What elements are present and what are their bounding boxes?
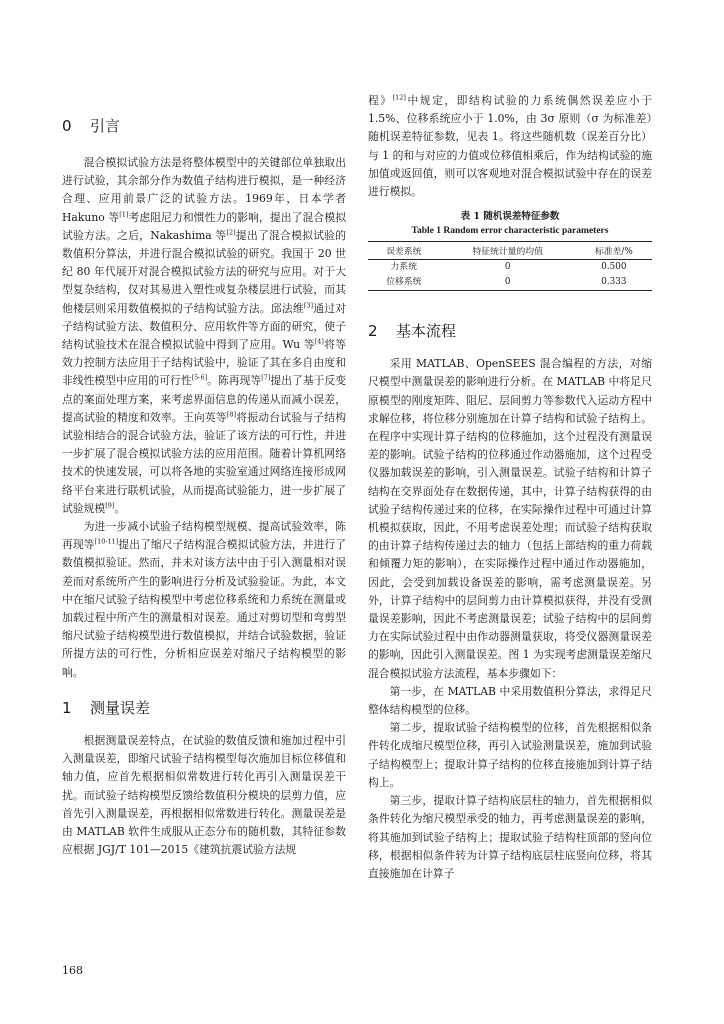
section-title: 引言 — [90, 117, 121, 135]
table-cell: 0.333 — [576, 275, 652, 291]
left-column — [62, 88, 346, 859]
workflow-paragraph: 采用 MATLAB、OpenSEES 混合编程的方法，对缩尺模型中测量误差的影响进行分析。在 MATLAB 中将足尺原模型的刚度矩阵、阻尼、层间剪力等参数代入运动方程中求解位移，将位移分别施加在计算子结构和试验子结构上。在程序中实现计算子结构的位移施加，这个过程没有测量误差的影响。试验子结构的位移通过作动器施加，这个过程受仪器加载误差的影响，引入测量误差。试验子结构和计算子结构在交界面处存在数据传递，其中，计算子结构获得的由试验子结构传递过来的位移，在实际操作过程中可通过计算机模拟获取，因此，不用考虑误差处理；而试验子结构获取的由计算子结构传递过去的轴力（包括上部结构的重力荷载和倾覆力矩的影响），在实际操作过程中通过作动器施加，因此，会受到加载设备误差的影响，需考虑测量误差。另外，计算子结构中的层间剪力由计算模拟获得，并没有受测量误差影响，因此不考虑测量误差；试验子结构中的层间剪力在实际试验过程中由作动器测量获取，将受仪器测量误差的影响，因此引入测量误差。图 1 为实现考虑测量误差缩尺混合模拟试验方法流程，基本步骤如下： — [368, 357, 652, 680]
right-column — [368, 92, 652, 883]
citation: [10-11] — [94, 537, 119, 546]
citation: [9] — [105, 501, 115, 510]
citation: [8] — [226, 410, 237, 419]
section-number: 0 — [62, 117, 72, 135]
measurement-error-paragraph-cont: 程》[12]中规定，即结构试验的力系统偶然误差应小于 1.5%、位移系统应小于 1.0%，由 3σ 原则（σ 为标准差）随机误差特征参数，见表 1。将这些随机数（误差百分比）与 1 的和与对应的力值或位移值相乘后，作为结构试验的施加值或返回值，则可以客观地对混合模拟试验中存在的误差进行模拟。 — [368, 93, 653, 199]
table-row — [368, 260, 652, 276]
table-cell: 位移系统 — [368, 275, 440, 291]
section-1-heading — [62, 698, 346, 718]
step-two-paragraph: 第二步，提取试验子结构模型的位移，首先根据相似条件转化成缩尺模型位移，再引入试验测量误差，施加到试验子结构模型上；提取计算子结构的位移直接施加到计算子结构上。 — [368, 721, 652, 789]
table-row — [368, 275, 652, 291]
table-header-row — [368, 242, 652, 260]
section-2-heading — [368, 321, 652, 341]
table-cell: 0 — [440, 275, 576, 291]
table-cell: 0.500 — [601, 262, 627, 273]
citation: [1] — [119, 210, 129, 219]
citation: [4] — [314, 337, 324, 346]
table-header-cell: 误差系统 — [368, 242, 440, 260]
section-title: 测量误差 — [90, 698, 151, 717]
table-header-cell: 标准差/% — [576, 242, 652, 260]
table-title-en: Table 1 Random error characteristic parameters — [411, 226, 609, 237]
intro-paragraph-2: 为进一步减小试验子结构模型规模、提高试验效率，陈再现等[10-11]提出了缩尺子结构混合模拟试验方法，并进行了数值模拟验证。然而，并未对该方法中由于引入测量相对误差而对系统所产生的影响进行分析及试验验证。为此，本文中在缩尺试验子结构模型中考虑位移系统和力系统在测量或加载过程中所产生的测量相对误差。通过对剪切型和弯剪型缩尺试验子结构模型进行数值模拟，并结合试验数据，验证所提方法的可行性，分析相应误差对缩尺子结构模型的影响。 — [62, 520, 347, 679]
table-cell: 0 — [504, 262, 511, 273]
section-title: 基本流程 — [396, 322, 457, 341]
table-cell: 力系统 — [390, 262, 418, 273]
measurement-error-paragraph: 根据测量误差特点，在试验的数值反馈和施加过程中引入测量误差，即缩尺试验子结构模型每次施加目标位移值和轴力值，应首先根据相似常数进行转化再引入测量误差干扰。而试验子结构模型反馈给数值积分模块的层剪力值，应首先引入测量误差，再根据相似常数进行转化。测量误差是由 MATLAB 软件生成服从正态分布的随机数，其特征参数应根据 JGJ/T 101—2015《建筑抗震试验方法规 — [62, 733, 346, 857]
citation: [7] — [261, 373, 271, 382]
error-parameters-table — [368, 241, 652, 291]
citation: [2] — [226, 228, 236, 237]
citation: [3] — [303, 301, 314, 310]
section-0-heading — [62, 116, 346, 136]
section-number: 2 — [368, 322, 378, 341]
citation: [12] — [392, 93, 406, 102]
table-title-cn: 表 1 随机误差特征参数 — [460, 211, 560, 223]
page-number: 168 — [62, 964, 83, 977]
step-three-paragraph: 第三步，提取计算子结构底层柱的轴力，首先根据相似条件转化为缩尺模型承受的轴力，再考虑测量误差的影响，将其施加到试验子结构上；提取试验子结构柱顶部的竖向位移，根据相似条件转为计算子结构底层柱底竖向位移，将其直接施加在计算子 — [368, 794, 652, 880]
citation: [5-6] — [191, 373, 208, 382]
intro-paragraph-1: 混合模拟试验方法是将整体模型中的关键部位单独取出进行试验，其余部分作为数值子结构进行模拟，是一种经济合理、应用前景广泛的试验方法。1969年，日本学者 Hakuno 等[1]考虑阻尼力和惯性力的影响，提出了混合模拟试验方法。之后，Nakashima 等[2]提出了混合模拟试验的数值积分算法，并进行混合模拟试验的研究。我国于 20 世纪 80 年代展开对混合模拟试验方法的研究与应用。对于大型复杂结构，仅对其易进入塑性或复杂楼层进行试验，而其他楼层则采用数值模拟的子结构试验方法。邱法维[3]通过对子结构试验方法、数值积分、应用软件等方面的研究，使子结构试验技术在混合模拟试验中得到了应用。Wu 等[4]将等效力控制方法应用于子结构试验中，验证了其在多自由度和非线性模型中应用的可行性[5-6]。陈再现等[7]提出了基于反变点的案面处理方案，来考虑界面信息的传递从而减小误差，提高试验的精度和效率。王向英等[8]将振动台试验与子结构试验相结合的混合试验方法，验证了该方法的可行性，并进一步扩展了混合模拟试验方法的应用范围。随着计算机网络技术的快速发展，可以将各地的实验室通过网络连接形成网络平台来进行联机试验，从而提高试验能力，进一步扩展了试验规模[9]。 — [62, 156, 347, 515]
section-number: 1 — [62, 698, 72, 717]
table-header-cell: 特征统计量的均值 — [440, 242, 576, 260]
step-one-paragraph: 第一步，在 MATLAB 中采用数值积分算法，求得足尺整体结构模型的位移。 — [368, 684, 652, 717]
